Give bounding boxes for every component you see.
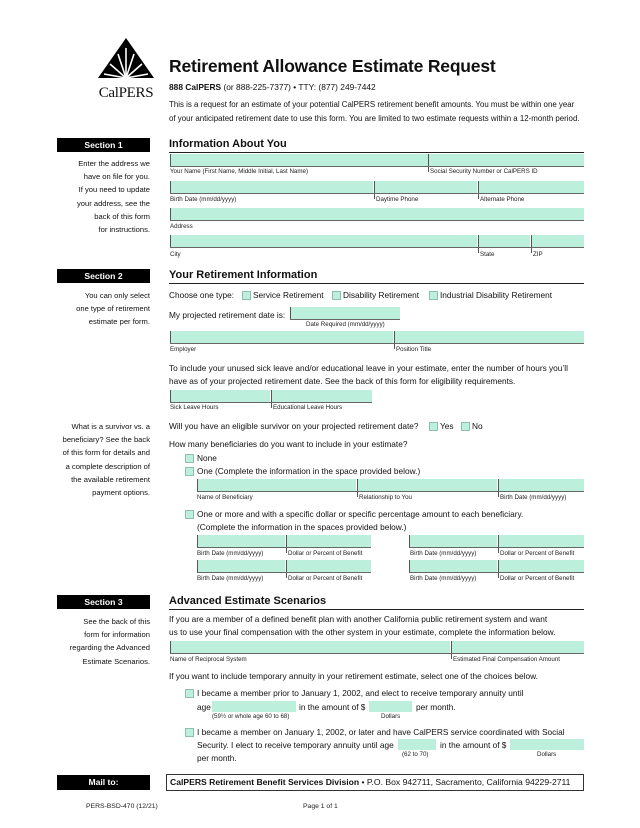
alternate-phone-field[interactable] [479,181,584,193]
divider [271,390,272,408]
side-line: have on file for you. [83,172,150,182]
multi-amount-field-3[interactable] [287,560,371,572]
address-field[interactable] [170,208,584,220]
page-number: Page 1 of 1 [303,803,338,810]
divider [197,535,198,547]
relationship-field[interactable] [358,479,497,491]
section-1-rule [169,152,584,153]
alternate-phone-caption: Alternate Phone [480,196,525,203]
multi-birth-caption: Birth Date (mm/dd/yyyy) [410,575,477,582]
section-1-side-note [40,157,150,236]
side-line: payment options. [92,488,150,498]
field-rule [170,193,584,194]
field-rule [197,547,371,548]
section-2-title: Your Retirement Information [169,269,318,281]
divider [357,479,358,497]
logo-wordmark: CalPERS [98,85,154,101]
field-rule [197,572,371,573]
leave-line-2: have as of your projected retirement date. See the back of this form for eligibility requirements. [169,376,516,386]
disability-retirement-label: Disability Retirement [343,290,420,300]
survivor-no-checkbox[interactable] [461,422,470,431]
annuity-option-2-line-1: I became a member on January 1, 2002, or later and have CalPERS service coordinated with Social [197,727,565,737]
service-retirement-checkbox[interactable] [242,291,251,300]
multi-birth-caption: Birth Date (mm/dd/yyyy) [197,575,264,582]
divider [286,535,287,553]
side-line: a complete description of [65,461,150,471]
divider [170,390,171,402]
section-2-badge: Section 2 [57,269,150,283]
multi-amount-field-1[interactable] [287,535,371,547]
projected-date-label: My projected retirement date is: [169,310,286,320]
intro-line-1: This is a request for an estimate of your potential CalPERS retirement benefit amounts. You must be within one year [169,100,575,109]
divider [170,331,171,343]
beneficiary-none-label: None [197,453,217,463]
survivor-yes-checkbox[interactable] [429,422,438,431]
side-line: form for information [84,630,150,640]
side-line: one type of retirement [76,304,150,314]
beneficiary-more-label-2: (Complete the information in the spaces provided below.) [197,522,407,532]
daytime-phone-field[interactable] [375,181,477,193]
section-3-title: Advanced Estimate Scenarios [169,595,327,607]
calpers-logo [96,36,156,101]
annuity-option-2-checkbox[interactable] [185,728,194,737]
projected-date-field[interactable] [290,307,400,319]
multi-birth-field-1[interactable] [197,535,285,547]
disability-retirement-checkbox[interactable] [332,291,341,300]
section-3-rule [169,609,584,610]
relationship-caption: Relationship to You [359,494,412,501]
industrial-disability-label: Industrial Disability Retirement [440,290,553,300]
ssn-caption: Social Security Number or CalPERS ID [430,168,538,175]
divider [478,235,479,253]
side-line: the available retirement [71,474,150,484]
annuity-option-2-dollars: Dollars [537,751,557,758]
final-compensation-caption: Estimated Final Compensation Amount [453,656,560,663]
final-compensation-field[interactable] [452,641,584,653]
annuity-option-1-dollars: Dollars [381,713,401,720]
service-retirement-label: Service Retirement [253,290,324,300]
educational-leave-field[interactable] [272,390,372,402]
beneficiary-birth-field[interactable] [499,479,584,491]
annuity-option-1-amount-field[interactable] [369,701,412,712]
side-line: Estimate Scenarios. [82,656,150,666]
city-field[interactable] [170,235,477,247]
educational-leave-caption: Educational Leave Hours [273,404,343,411]
annuity-option-2-amount-label: in the amount of $ [440,740,507,750]
industrial-disability-checkbox[interactable] [429,291,438,300]
annuity-option-2-line-2: Security. I elect to receive temporary annuity until age [197,740,394,750]
name-caption: Your Name (First Name, Middle Initial, Last Name) [170,168,309,175]
side-line: of this form for details and [62,448,150,458]
mail-to-badge: Mail to: [57,775,150,790]
side-line: regarding the Advanced [69,643,150,653]
daytime-phone-caption: Daytime Phone [376,196,419,203]
side-line: estimate per form. [88,317,150,327]
annuity-option-2-age-field[interactable] [398,739,436,750]
side-line: back of this form [94,211,150,221]
section-2-side-note-a [40,289,150,329]
annuity-option-2-amount-field[interactable] [510,739,584,750]
side-line: What is a survivor vs. a [71,422,150,431]
mail-address: • P.O. Box 942711, Sacramento, California 94229-2711 [359,777,571,787]
multi-birth-field-3[interactable] [197,560,285,572]
birth-date-field[interactable] [170,181,373,193]
position-title-field[interactable] [395,331,584,343]
section-1-title: Information About You [169,138,287,150]
choose-type-label: Choose one type: [169,290,235,300]
section-2-side-note-b [40,420,150,499]
divider [197,560,198,572]
divider [451,641,452,659]
side-line: Enter the address we [78,159,150,168]
field-rule [409,547,584,548]
beneficiary-one-label: One (Complete the information in the space provided below.) [197,466,421,476]
divider [170,235,171,247]
reciprocal-system-field[interactable] [170,641,450,653]
multi-amount-caption: Dollar or Percent of Benefit [500,550,575,557]
divider [531,235,532,253]
survivor-question: Will you have an eligible survivor on your projected retirement date? [169,421,419,431]
field-rule [197,491,584,492]
beneficiary-name-field[interactable] [197,479,356,491]
annuity-option-2-per-month: per month. [197,753,237,763]
divider [409,535,410,547]
divider [498,479,499,497]
beneficiary-more-checkbox[interactable] [185,510,194,519]
divider [197,479,198,491]
divider [170,181,171,193]
intro-line-2: of your anticipated retirement date to use this form. You are limited to two estimate requests within a 12-month period. [169,114,580,123]
divider [498,560,499,578]
calpers-logo-icon [96,36,156,80]
multi-amount-field-4[interactable] [499,560,584,572]
beneficiary-birth-caption: Birth Date (mm/dd/yyyy) [500,494,567,501]
zip-field[interactable] [532,235,584,247]
employer-caption: Employer [170,346,197,353]
multi-birth-caption: Birth Date (mm/dd/yyyy) [410,550,477,557]
beneficiary-one-checkbox[interactable] [185,467,194,476]
annuity-option-1-age-field[interactable] [212,701,296,712]
beneficiaries-question: How many beneficiaries do you want to include in your estimate? [169,439,408,449]
sick-leave-caption: Sick Leave Hours [170,404,219,411]
section-1-badge: Section 1 [57,138,150,152]
divider [478,181,479,199]
state-field[interactable] [479,235,530,247]
side-line: See the back of this [83,617,150,626]
annuity-option-1-checkbox[interactable] [185,689,194,698]
beneficiary-more-label-1: One or more and with a specific dollar or specific percentage amount to each beneficiary. [197,509,524,519]
divider [498,535,499,553]
divider [290,307,291,319]
address-caption: Address [170,223,193,230]
date-required-caption: Date Required (mm/dd/yyyy) [306,321,385,328]
divider [428,154,429,172]
annuity-intro: If you want to include temporary annuity in your retirement estimate, select one of the choices below. [169,671,538,681]
reciprocal-system-caption: Name of Reciprocal System [170,656,247,663]
annuity-option-2-age-note: (62 to 70) [402,751,429,758]
field-rule [290,319,400,320]
beneficiary-none-checkbox[interactable] [185,454,194,463]
divider [170,641,171,653]
form-id: PERS-BSD-470 (12/21) [86,803,158,810]
multi-birth-caption: Birth Date (mm/dd/yyyy) [197,550,264,557]
annuity-option-1-age-note: (59½ or whole age 60 to 68) [212,713,290,720]
divider [170,154,171,166]
field-rule [170,166,584,167]
phone-bold: 888 CalPERS [169,82,222,92]
sick-leave-field[interactable] [170,390,270,402]
position-caption: Position Title [396,346,432,353]
section-3-badge: Section 3 [57,595,150,609]
survivor-yes-label: Yes [440,421,454,431]
page-title: Retirement Allowance Estimate Request [169,56,496,76]
side-line: You can only select [84,291,150,300]
name-field[interactable] [170,154,428,166]
field-rule [170,653,584,654]
divider [286,560,287,578]
field-rule [170,247,584,248]
divider [409,560,410,572]
phone-line [169,82,376,92]
mail-to-box [166,774,584,791]
annuity-option-1-line: I became a member prior to January 1, 2002, and elect to receive temporary annuity until [197,688,524,698]
reciprocal-line-2: us to use your final compensation with the other system in your estimate, complete the information below. [169,627,556,637]
divider [170,208,171,220]
zip-caption: ZIP [533,251,543,258]
section-3-side-note [40,615,150,668]
ssn-field[interactable] [429,154,584,166]
section-2-rule [169,283,584,284]
side-line: beneficiary? See the back [62,435,150,445]
field-rule [170,402,372,403]
beneficiary-name-caption: Name of Beneficiary [197,494,253,501]
reciprocal-line-1: If you are a member of a defined benefit plan with another California public retirement system and want [169,614,548,624]
mail-division: CalPERS Retirement Benefit Services Division [170,777,360,787]
multi-amount-caption: Dollar or Percent of Benefit [288,550,363,557]
side-line: If you need to update [78,185,150,195]
employer-field[interactable] [170,331,393,343]
annuity-option-1-amount-label: in the amount of $ [299,702,366,712]
city-caption: City [170,251,181,258]
birth-caption: Birth Date (mm/dd/yyyy) [170,196,237,203]
state-caption: State [480,251,495,258]
phone-rest: (or 888-225-7377) • TTY: (877) 249-7442 [221,82,376,92]
multi-amount-caption: Dollar or Percent of Benefit [288,575,363,582]
leave-line-1: To include your unused sick leave and/or educational leave in your estimate, enter the number of hours you’ll [169,363,568,373]
annuity-option-1-per-month: per month. [416,702,456,712]
annuity-option-1-age-label: age [197,702,211,712]
survivor-no-label: No [472,421,483,431]
divider [374,181,375,199]
field-rule [170,220,584,221]
divider [394,331,395,349]
side-line: your address, see the [76,198,150,208]
multi-birth-field-4[interactable] [409,560,497,572]
field-rule [409,572,584,573]
multi-birth-field-2[interactable] [409,535,497,547]
multi-amount-caption: Dollar or Percent of Benefit [500,575,575,582]
multi-amount-field-2[interactable] [499,535,584,547]
field-rule [170,343,584,344]
side-line: for instructions. [98,225,150,235]
